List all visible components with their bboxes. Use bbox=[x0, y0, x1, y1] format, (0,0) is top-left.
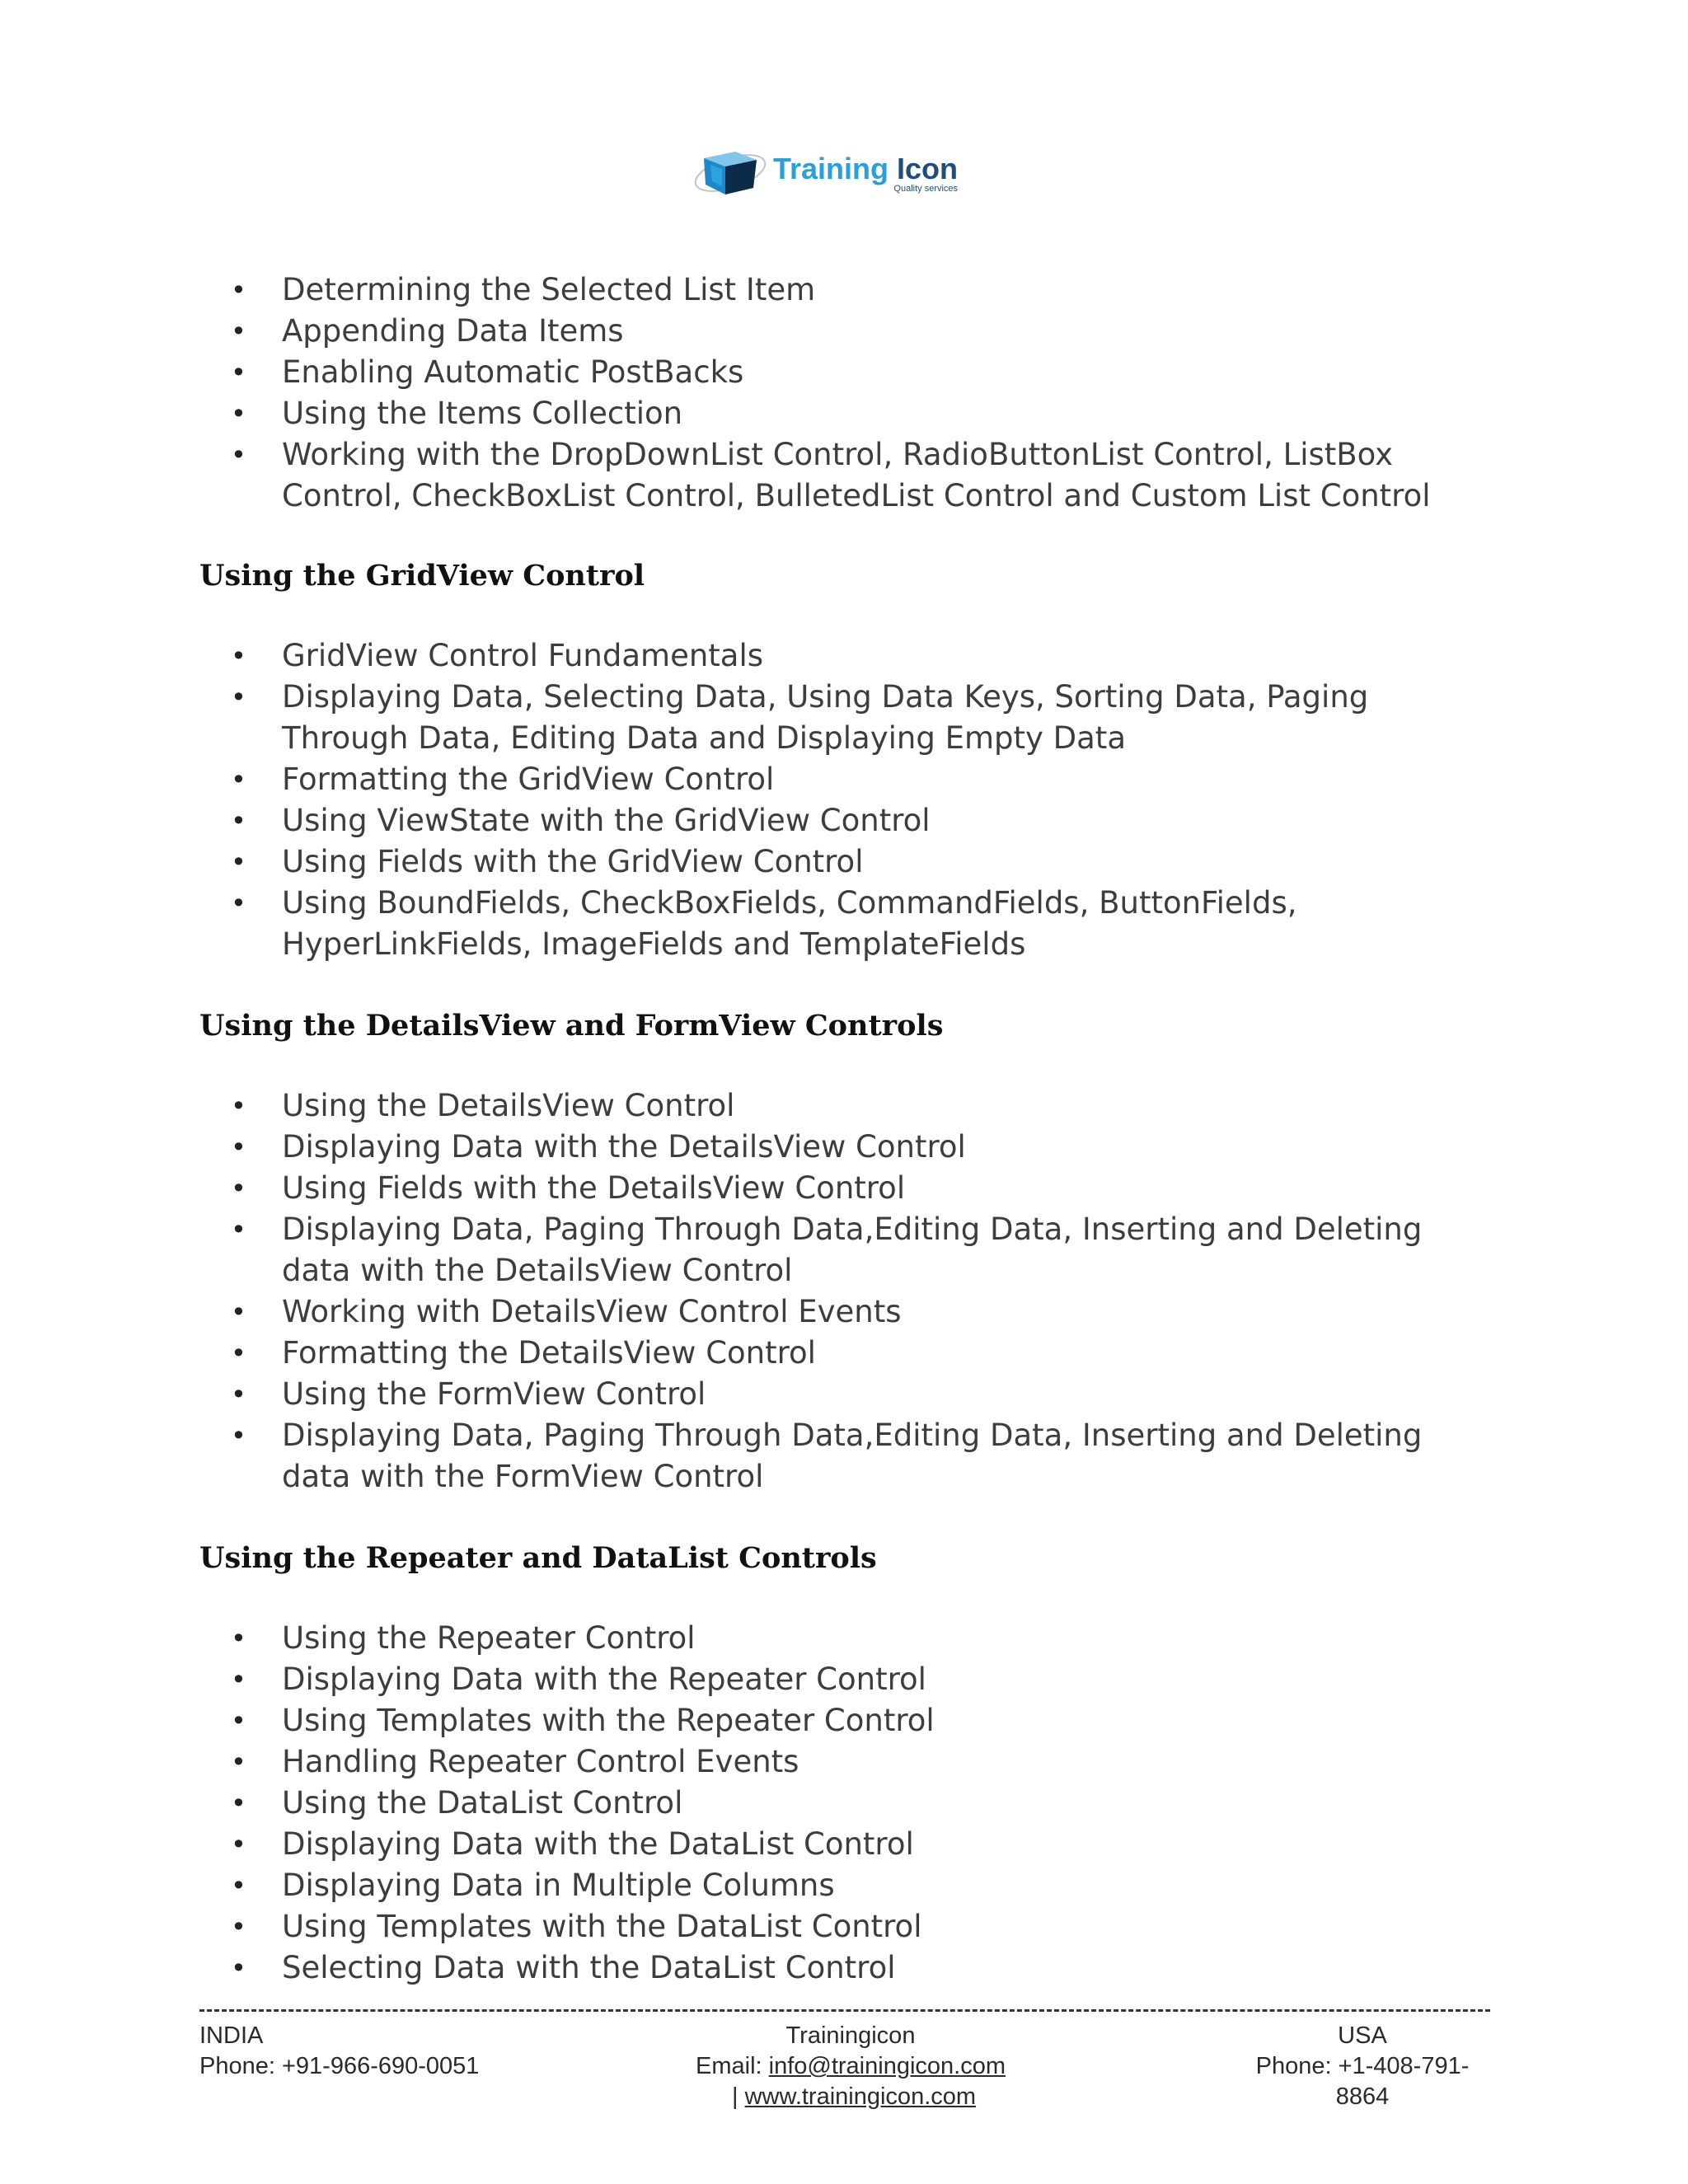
list-item: • Using the Items Collection bbox=[231, 393, 1500, 434]
footer-company bbox=[595, 2021, 1106, 2112]
list-item: • Displaying Data, Paging Through Data,Editing Data, Inserting and Deleting data with the DetailsView Control bbox=[231, 1209, 1500, 1291]
list-item: • Displaying Data with the DataList Control bbox=[231, 1824, 1500, 1865]
section-title-detailsview: Using the DetailsView and FormView Controls bbox=[199, 1009, 944, 1043]
detailsview-list bbox=[231, 1085, 1500, 1497]
list-item: • Using the Repeater Control bbox=[231, 1618, 1500, 1659]
list-item: • Using BoundFields, CheckBoxFields, CommandFields, ButtonFields, HyperLinkFields, ImageFields and TemplateFields bbox=[231, 883, 1500, 965]
list-item: • Displaying Data with the Repeater Control bbox=[231, 1659, 1500, 1700]
list-item: • Working with DetailsView Control Events bbox=[231, 1291, 1500, 1333]
list-item: • Displaying Data with the DetailsView Control bbox=[231, 1127, 1500, 1168]
logo-name-first: Training bbox=[773, 152, 889, 185]
list-item: • Using Fields with the DetailsView Control bbox=[231, 1168, 1500, 1209]
footer-india-title: INDIA bbox=[199, 2022, 264, 2049]
logo-name bbox=[773, 152, 958, 185]
intro-list bbox=[231, 269, 1500, 517]
logo bbox=[692, 140, 973, 206]
list-item: • Using the DataList Control bbox=[231, 1783, 1500, 1824]
logo-cube-icon bbox=[692, 140, 768, 206]
list-item: • Displaying Data, Selecting Data, Using Data Keys, Sorting Data, Paging Through Data, Editing Data and Displaying Empty Data bbox=[231, 677, 1500, 759]
footer-website-link[interactable]: www.trainingicon.com bbox=[744, 2083, 977, 2110]
list-item: • Using ViewState with the GridView Control bbox=[231, 800, 1500, 841]
footer-india-phone: Phone: +91-966-690-0051 bbox=[199, 2053, 480, 2079]
list-item: • Formatting the GridView Control bbox=[231, 759, 1500, 800]
list-item: • Displaying Data in Multiple Columns bbox=[231, 1865, 1500, 1906]
list-item: • Using Templates with the Repeater Control bbox=[231, 1700, 1500, 1741]
footer-company-title: Trainingicon bbox=[785, 2022, 916, 2049]
footer-usa-title: USA bbox=[1338, 2022, 1387, 2049]
list-item: • Selecting Data with the DataList Control bbox=[231, 1947, 1500, 1989]
footer-separator: | bbox=[724, 2083, 745, 2110]
list-item: • Using Templates with the DataList Control bbox=[231, 1906, 1500, 1947]
list-item: • GridView Control Fundamentals bbox=[231, 635, 1500, 677]
footer-india bbox=[199, 2021, 479, 2082]
section-title-gridview: Using the GridView Control bbox=[199, 559, 645, 593]
list-item: • Using the FormView Control bbox=[231, 1374, 1500, 1415]
gridview-list bbox=[231, 635, 1500, 965]
list-item: • Determining the Selected List Item bbox=[231, 269, 1500, 311]
list-item: • Enabling Automatic PostBacks bbox=[231, 352, 1500, 393]
logo-tagline: Quality services bbox=[893, 184, 959, 194]
list-item: • Working with the DropDownList Control, RadioButtonList Control, ListBox Control, CheckBoxList Control, BulletedList Control and Custom List Control bbox=[231, 434, 1500, 517]
footer-usa-phone: Phone: +1-408-791-8864 bbox=[1255, 2053, 1470, 2110]
list-item: • Formatting the DetailsView Control bbox=[231, 1333, 1500, 1374]
footer-email-link[interactable]: info@trainingicon.com bbox=[768, 2053, 1006, 2079]
repeater-list bbox=[231, 1618, 1500, 1989]
logo-name-second: Icon bbox=[897, 152, 959, 185]
list-item: • Handling Repeater Control Events bbox=[231, 1741, 1500, 1783]
list-item: • Using the DetailsView Control bbox=[231, 1085, 1500, 1127]
list-item: • Displaying Data, Paging Through Data,Editing Data, Inserting and Deleting data with the FormView Control bbox=[231, 1415, 1500, 1497]
footer-email-label: Email: bbox=[696, 2053, 769, 2079]
logo-text bbox=[773, 152, 958, 194]
footer-usa bbox=[1235, 2021, 1490, 2112]
list-item: • Appending Data Items bbox=[231, 311, 1500, 352]
list-item: • Using Fields with the GridView Control bbox=[231, 841, 1500, 883]
section-title-repeater: Using the Repeater and DataList Controls bbox=[199, 1541, 877, 1575]
footer-contact bbox=[595, 2051, 1106, 2112]
footer-divider bbox=[199, 2009, 1490, 2012]
